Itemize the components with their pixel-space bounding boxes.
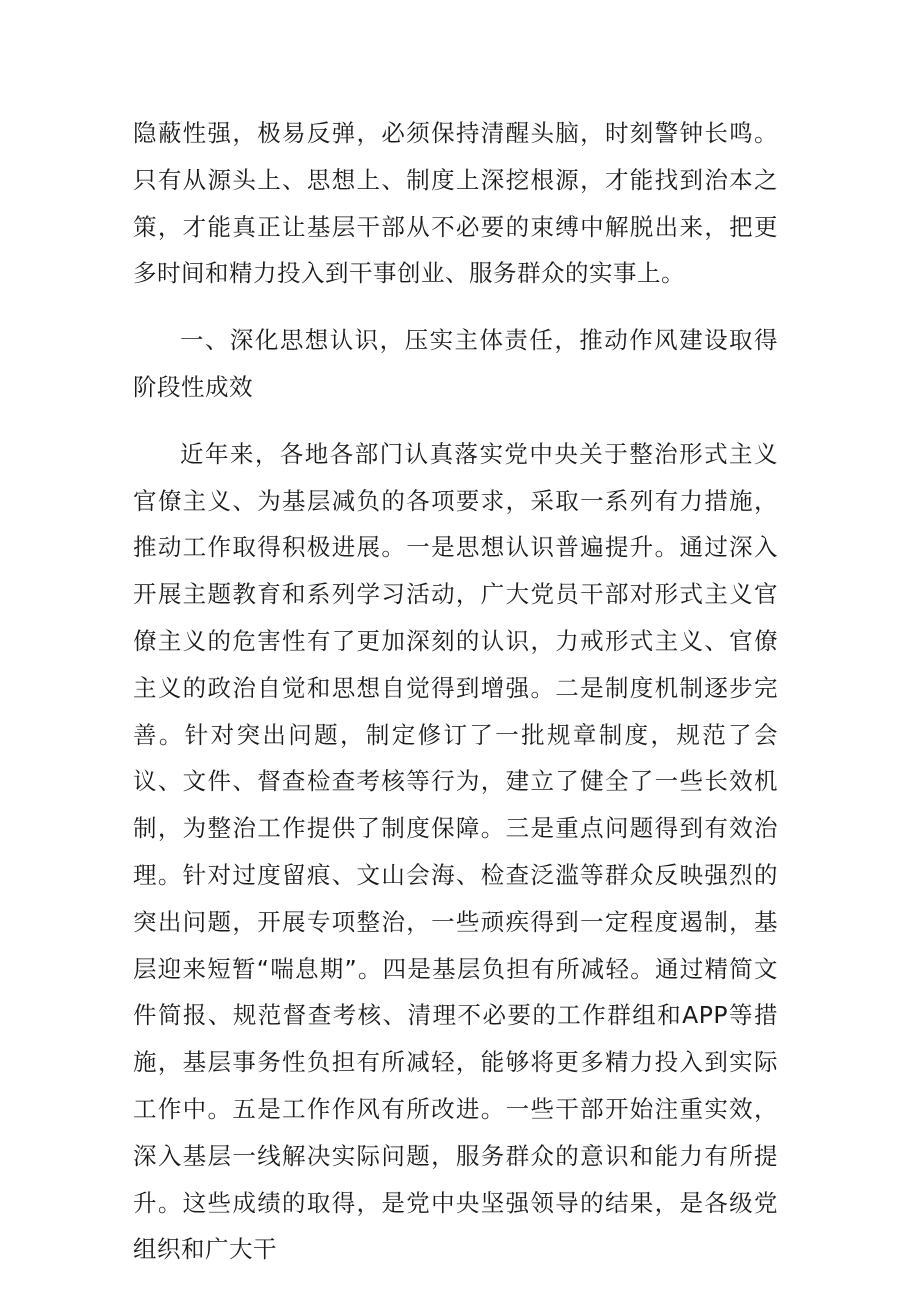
paragraph-gap [133, 411, 778, 431]
document-body [133, 110, 778, 1273]
paragraph-body: 近年来，各地各部门认真落实党中央关于整治形式主义官僚主义、为基层减负的各项要求，采取一系列有力措施，推动工作取得积极进展。一是思想认识普遍提升。通过深入开展主题教育和系列学习活动，广大党员干部对形式主义官僚主义的危害性有了更加深刻的认识，力戒形式主义、官僚主义的政治自觉和思想自觉得到增强。二是制度机制逐步完善。针对突出问题，制定修订了一批规章制度，规范了会议、文件、督查检查考核等行为，建立了健全了一些长效机制，为整治工作提供了制度保障。三是重点问题得到有效治理。针对过度留痕、文山会海、检查泛滥等群众反映强烈的突出问题，开展专项整治，一些顽疾得到一定程度遏制，基层迎来短暂“喘息期”。四是基层负担有所减轻。通过精简文件简报、规范督查考核、清理不必要的工作群组和APP等措施，基层事务性负担有所减轻，能够将更多精力投入到实际工作中。五是工作作风有所改进。一些干部开始注重实效，深入基层一线解决实际问题，服务群众的意识和能力有所提升。这些成绩的取得，是党中央坚强领导的结果，是各级党组织和广大干 [133, 439, 778, 1264]
section-heading: 一、深化思想认识，压实主体责任，推动作风建设取得阶段性成效 [133, 326, 778, 401]
paragraph-gap [133, 297, 778, 317]
paragraph-continuation: 隐蔽性强，极易反弹，必须保持清醒头脑，时刻警钟长鸣。只有从源头上、思想上、制度上深挖根源，才能找到治本之策，才能真正让基层干部从不必要的束缚中解脱出来，把更多时间和精力投入到干事创业、服务群众的实事上。 [133, 119, 778, 288]
